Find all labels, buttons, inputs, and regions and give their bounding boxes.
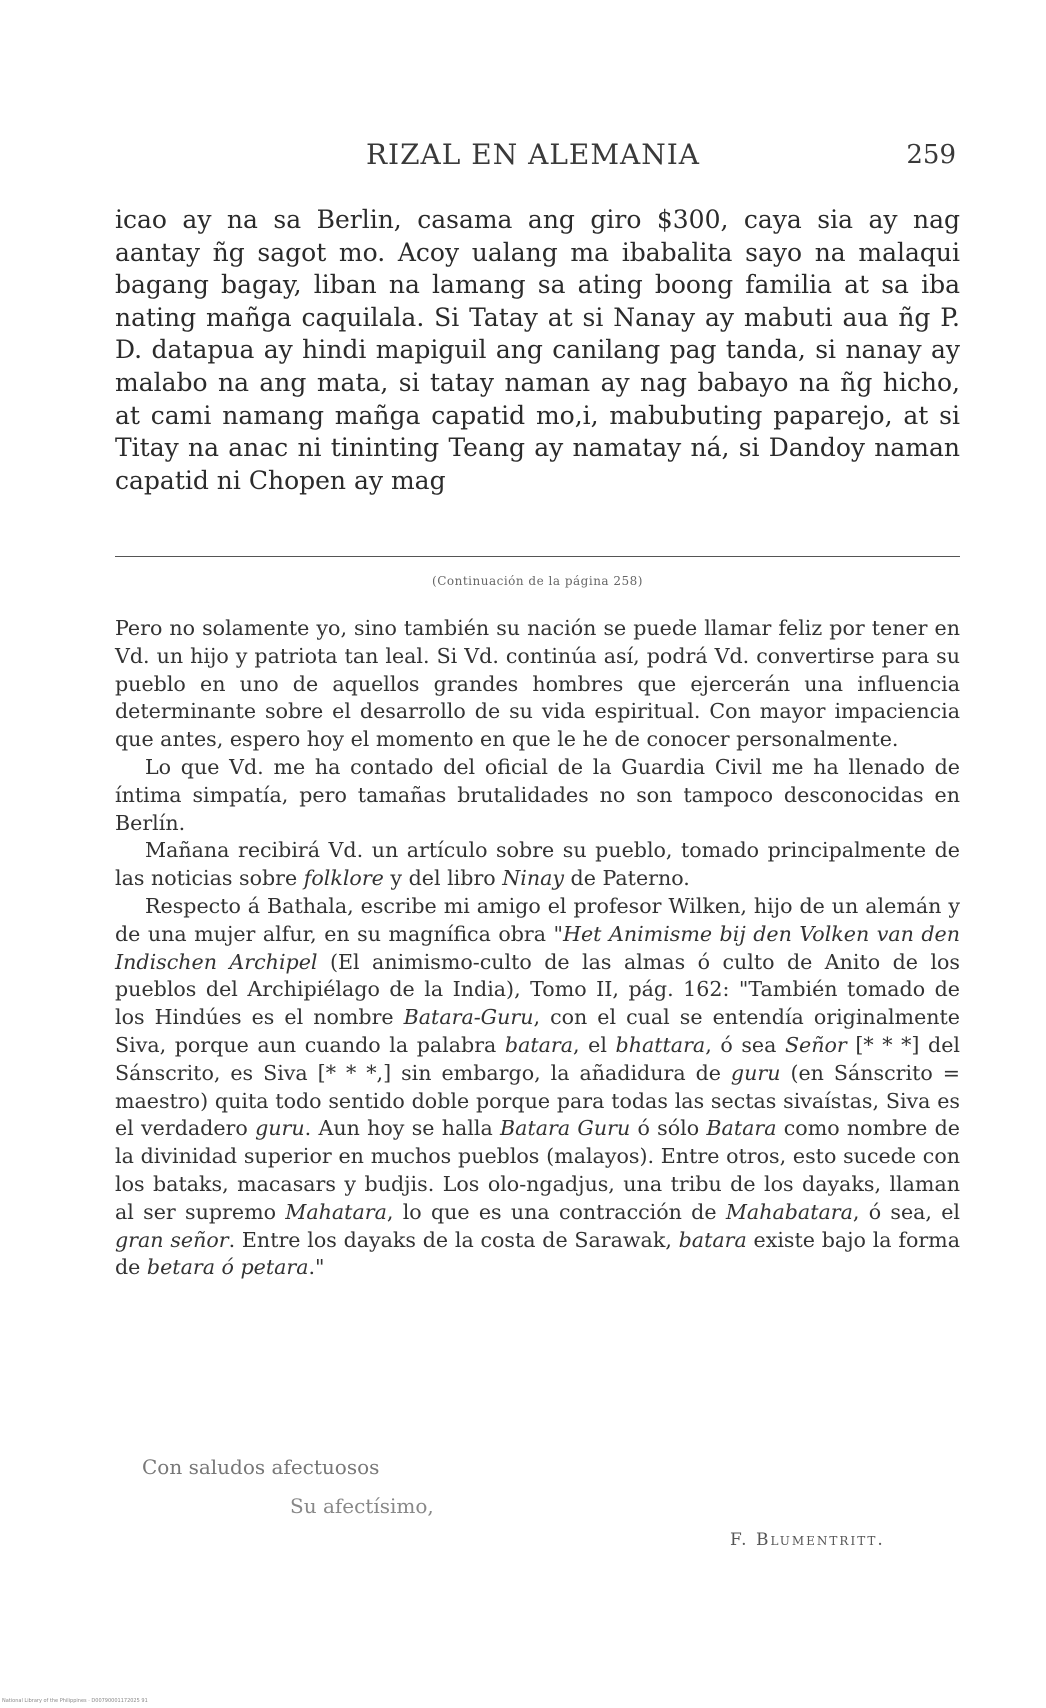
scan-footer: National Library of the Philippines · D00790001172025 91 [2, 1698, 148, 1704]
letter-paragraph-4: Respecto á Bathala, escribe mi amigo el profesor Wilken, hijo de un alemán y de una mujer alfur, en su magnífica obra "Het Animisme bij den Volken van den Indischen Archipel (El animismo-culto de las almas ó culto de Anito de los pueblos del Archipiélago de la India), Tomo II, pág. 162: "También tomado de los Hindúes es el nombre Batara-Guru, con el cual se entendía originalmente Siva, porque aun cuando la palabra batara, el bhattara, ó sea Señor [* * *] del Sánscrito, es Siva [* * *,] sin embargo, la añadidura de guru (en Sánscrito = maestro) quita todo sentido doble porque para todas las sectas sivaístas, Siva es el verdadero guru. Aun hoy se halla Batara Guru ó sólo Batara como nombre de la divinidad superior en muchos pueblos (malayos). Entre otros, esto sucede con los bataks, macasars y budjis. Los olo-ngadjus, una tribu de los dayaks, llaman al ser supremo Mahatara, lo que es una contracción de Mahabatara, ó sea, el gran señor. Entre los dayaks de la costa de Sarawak, batara existe bajo la forma de betara ó petara." [115, 893, 961, 1280]
letter-paragraph-2: Lo que Vd. me ha contado del oficial de la Guardia Civil me ha llenado de íntima simpatía, pero tamañas brutalidades no son tampoco desconocidas en Berlín. [115, 754, 960, 835]
tagalog-letter-text: icao ay na sa Berlin, casama ang giro $300, caya sia ay nag aantay ñg sagot mo. Acoy ualang ma ibabalita sayo na malaqui bagang bagay, liban na lamang sa ating boong familia at sa iba nating mañga caquilala. Si Tatay at si Nanay ay mabuti aua ñg P. D. datapua ay hindi mapiguil ang canilang pag tanda, si nanay ay malabo na ang mata, si tatay naman ay nag babayo na ñg hicho, at cami namang mañga capatid mo,i, mabubuting paparejo, at si Titay na anac ni tininting Teang ay namatay ná, si Dandoy naman capatid ni Chopen ay mag [115, 205, 960, 495]
running-title: RIZAL EN ALEMANIA [365, 138, 701, 171]
continuation-note: (Continuación de la página 258) [432, 574, 643, 588]
letter-paragraph-3: Mañana recibirá Vd. un artículo sobre su pueblo, tomado principalmente de las noticias sobre folklore y del libro Ninay de Paterno. [115, 838, 960, 891]
letter-paragraph-1: Pero no solamente yo, sino también su nación se puede llamar feliz por tener en Vd. un hijo y patriota tan leal. Si Vd. continúa así, podrá Vd. convertirse para su pueblo en uno de aquellos grandes hombres que ejercerán una influencia determinante sobre el desarrollo de su vida espiritual. Con mayor impaciencia que antes, espero hoy el momento en que le he de conocer personalmente. [115, 616, 960, 752]
spanish-letter [115, 615, 960, 1282]
closing-signoff: Su afectísimo, [290, 1494, 434, 1518]
section-divider [115, 556, 960, 557]
page-header [110, 138, 956, 178]
closing-salutation: Con saludos afectuosos [142, 1455, 380, 1479]
page-number: 259 [906, 140, 956, 170]
signature: F. Blumentritt. [730, 1530, 885, 1550]
